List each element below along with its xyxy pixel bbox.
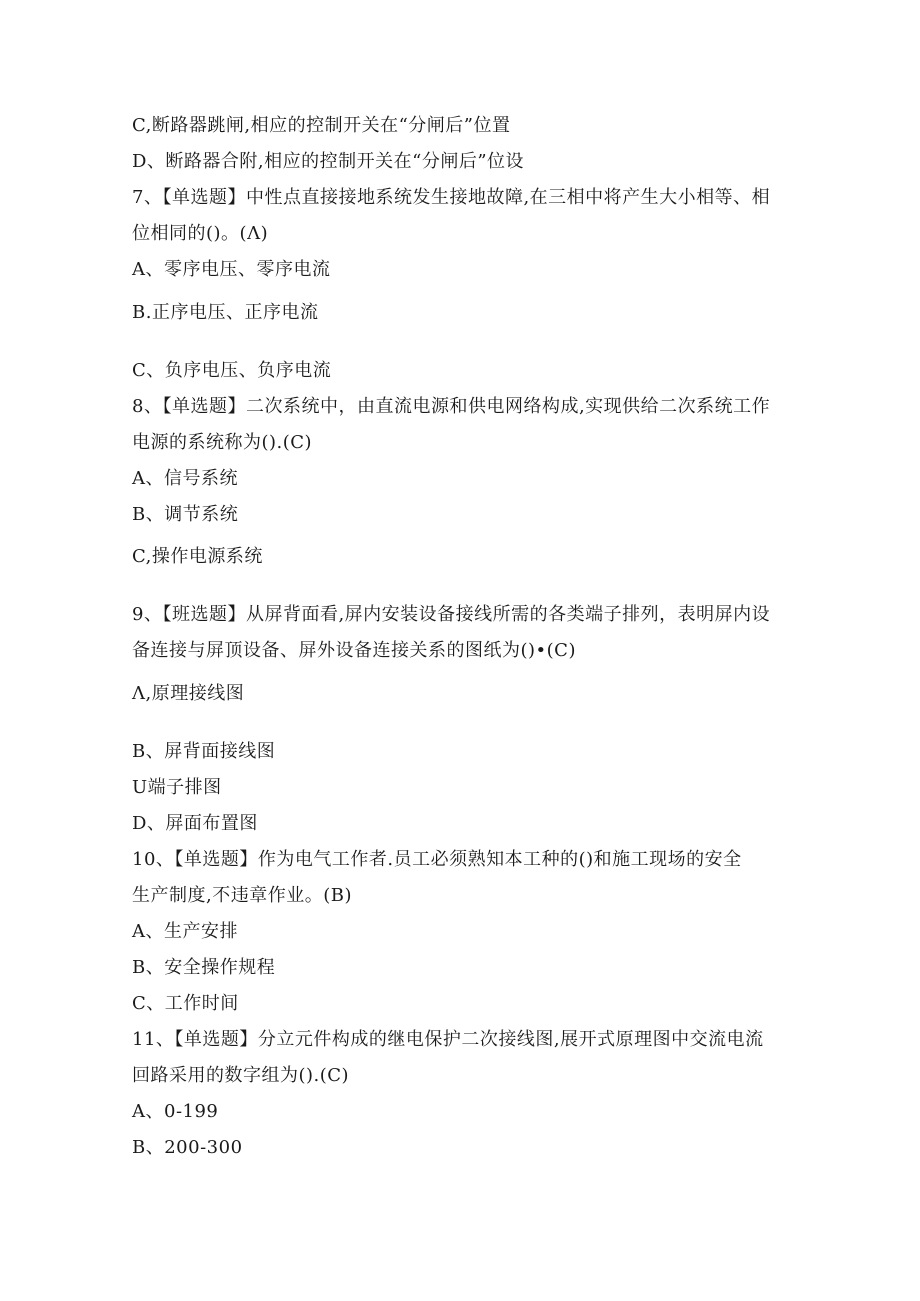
question-10-line-1: 10、【单选题】作为电气工作者.员工必须熟知本工种的()和施工现场的安全 (132, 849, 742, 870)
option-10a: A、生产安排 (132, 921, 238, 942)
question-9-line-1: 9、【班选题】从屏背面看,屏内安装设备接线所需的各类端子排列，表明屏内设 (132, 604, 771, 625)
option-8a: A、信号系统 (132, 468, 238, 489)
option-6d: D、断路器合附,相应的控制开关在“分闸后”位设 (132, 151, 525, 172)
question-7-line-2: 位相同的()。(Λ) (132, 223, 269, 244)
question-11-line-1: 11、【单选题】分立元件构成的继电保护二次接线图,展开式原理图中交流电流 (132, 1029, 764, 1050)
question-9-line-2: 备连接与屏顶设备、屏外设备连接关系的图纸为()•(C) (132, 640, 576, 661)
question-8-line-2: 电源的系统称为().(C) (132, 432, 313, 453)
option-8c: C,操作电源系统 (132, 546, 263, 567)
question-11-line-2: 回路采用的数字组为().(C) (132, 1065, 350, 1086)
option-7a: A、零序电压、零序电流 (132, 259, 331, 280)
option-10c: C、工作时间 (132, 993, 239, 1014)
option-9b: B、屏背面接线图 (132, 741, 276, 762)
option-8b: B、调节系统 (132, 504, 239, 525)
option-9c: U端子排图 (132, 777, 222, 798)
option-6c: C,断路器跳闸,相应的控制开关在“分闸后”位置 (132, 115, 511, 136)
question-10-line-2: 生产制度,不违章作业。(B) (132, 885, 352, 906)
option-11a: A、0-199 (132, 1101, 219, 1122)
option-10b: B、安全操作规程 (132, 957, 276, 978)
option-9a: Λ,原理接线图 (132, 683, 245, 704)
question-8-line-1: 8、【单选题】二次系统中，由直流电源和供电网络构成,实现供给二次系统工作 (132, 396, 771, 417)
question-7-line-1: 7、【单选题】中性点直接接地系统发生接地故障,在三相中将产生大小相等、相 (132, 187, 771, 208)
option-11b: B、200-300 (132, 1137, 243, 1158)
option-7b: B.正序电压、正序电流 (132, 302, 319, 323)
option-9d: D、屏面布置图 (132, 813, 258, 834)
option-7c: C、负序电压、负序电流 (132, 360, 332, 381)
